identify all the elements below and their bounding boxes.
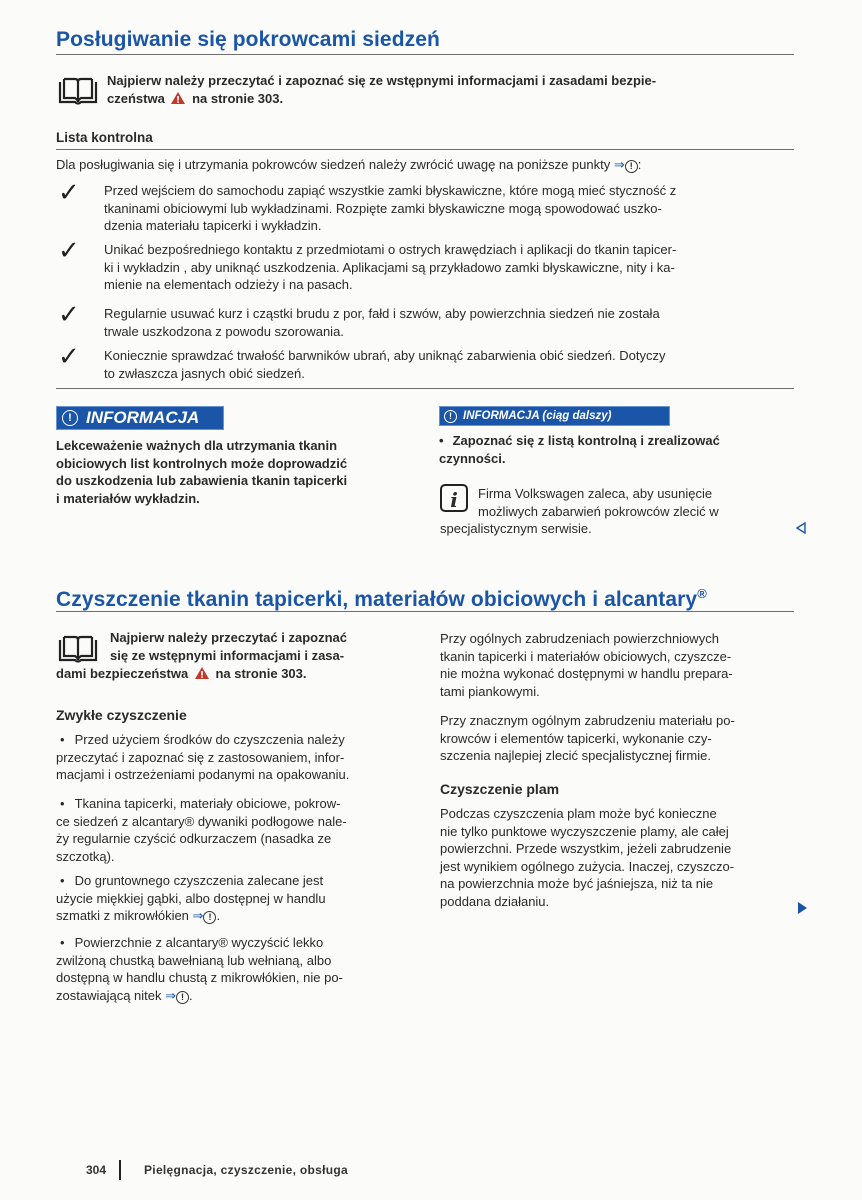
checklist-lead-text: Dla posługiwania się i utrzymania pokrowców siedzeń należy zwrócić uwagę na poniższe punkty [56, 157, 611, 172]
right-p3-line-1: Podczas czyszczenia plam może być konieczne [440, 806, 717, 821]
right-paragraph-2 [440, 712, 735, 765]
checklist-lead: Dla posługiwania się i utrzymania pokrowców siedzeń należy zwrócić uwagę na poniższe punkty ⇒ ! : [56, 157, 642, 172]
info-left-text [56, 437, 347, 507]
normal-cleaning-heading: Zwykłe czyszczenie [56, 707, 187, 723]
intro2-line-3 [56, 665, 307, 683]
checklist-item-1-line-1: Przed wejściem do samochodu zapiąć wszystkie zamki błyskawiczne, które mogą mieć styczność z [104, 183, 677, 198]
intro2-line-2: się ze wstępnymi informacjami i zasa- [110, 648, 345, 663]
cleaning-bullet-2-line-2: ce siedzeń z alcantary® dywaniki podłogowe nale- [56, 813, 347, 829]
checklist-item-3-line-2: trwale uszkodzona z powodu szorowania. [104, 323, 344, 339]
cleaning-bullet-3-line-1: Do gruntownego czyszczenia zalecane jest [74, 873, 324, 888]
checkmark-icon: ✓ [58, 236, 80, 266]
bullet-dot-icon: • [60, 796, 65, 811]
section-title-cleaning [56, 586, 707, 612]
caution-circle-icon: ! [176, 991, 189, 1004]
cleaning-bullet-4-line-2: zwilżoną chustką bawełnianą lub wełnianą, albo [56, 952, 332, 968]
info-left-line-2: obiciowych list kontrolnych może doprowadzić [56, 455, 348, 471]
section-title-cleaning-text: Czyszczenie tkanin tapicerki, materiałów obiciowych i alcantary [56, 588, 698, 611]
checkmark-icon: ✓ [58, 342, 80, 372]
cleaning-bullet-2-line-4: szczotką). [56, 848, 115, 864]
footer-chapter: Pielęgnacja, czyszczenie, obsługa [144, 1163, 348, 1177]
right-p2-line-3: szczenia najlepiej zlecić specjalistycznej firmie. [440, 748, 711, 763]
cleaning-bullet-4: • Powierzchnie z alcantary® wyczyścić lekko zwilżoną chustką bawełnianą lub wełnianą, albo dostępną w handlu chustą z mikrowłókien, nie po- zostawiającą nitek ⇒ ! . [56, 935, 343, 1003]
ref-arrow-icon: ⇒ [613, 157, 625, 172]
checkmark-icon: ✓ [58, 178, 80, 208]
info-left-line-3: do uszkodzenia lub zabawienia tkanin tapicerki [56, 473, 348, 488]
cleaning-bullet-2-line-3: ży regularnie czyścić odkurzaczem (nasadka ze [56, 831, 332, 846]
checklist-item-2-line-1: Unikać bezpośredniego kontaktu z przedmiotami o ostrych krawędziach i aplikacji do tkanin tapicer- [104, 242, 677, 257]
right-p3-line-4: jest wynikiem ogólnego zużycia. Inaczej, czyszczo- [440, 858, 735, 874]
cleaning-bullet-1-line-2: przeczytać i zapoznać się z zastosowaniem, infor- [56, 749, 345, 765]
checkmark-icon: ✓ [58, 300, 80, 330]
checklist-heading: Lista kontrolna [56, 130, 153, 145]
info-banner [56, 406, 224, 430]
book-icon [58, 634, 98, 664]
book-icon [58, 76, 98, 106]
checklist-item-1-line-3: dzenia materiału tapicerki i wykładzin. [104, 218, 322, 233]
cleaning-bullet-4-line-4: zostawiającą nitek [56, 987, 162, 1003]
checklist-item-1 [104, 182, 676, 235]
info-banner-label: INFORMACJA [86, 408, 200, 427]
ref-arrow-icon: ⇒ [165, 987, 177, 1003]
right-p1-line-2: tkanin tapicerki i materiałów obiciowych, czyszcze- [440, 648, 732, 664]
warning-triangle-icon [194, 666, 210, 680]
tip-line-3: specjalistycznym serwisie. [440, 521, 592, 536]
intro2-a [110, 629, 347, 665]
caution-circle-icon: ! [203, 911, 216, 924]
checklist-item-4 [104, 347, 665, 382]
intro2-line-3-a: dami bezpieczeństwa [56, 666, 189, 681]
intro-line-2-a: czeństwa [107, 91, 165, 106]
cleaning-bullet-2-line-1: Tkanina tapicerki, materiały obiciowe, pokrow- [74, 796, 341, 811]
info-circle-icon: ! [444, 410, 457, 423]
right-p2-line-2: krowców i elementów tapicerki, wykonanie czy- [440, 730, 712, 746]
info-continued-label: INFORMACJA (ciąg dalszy) [463, 410, 612, 422]
cleaning-bullet-1-line-3: macjami i ostrzeżeniami podanymi na opakowaniu. [56, 767, 350, 782]
warning-triangle-icon [170, 91, 186, 105]
checklist-item-2-line-3: mienie na elementach odzieży i na pasach. [104, 277, 353, 292]
cleaning-bullet-4-line-1: Powierzchnie z alcantary® wyczyścić lekko [74, 935, 324, 950]
checklist-item-2-line-2: ki i wykładzin , aby uniknąć uszkodzenia. Aplikacjami są przykładowo zamki błyskawiczne, nity i ka- [104, 259, 675, 275]
right-p2-line-1: Przy znacznym ogólnym zabrudzeniu materiału po- [440, 713, 735, 728]
info-right-bullet-line-1: Zapoznać się z listą kontrolną i zrealizować [452, 433, 720, 448]
cleaning-bullet-4-line-3: dostępną w handlu chustą z mikrowłókien, nie po- [56, 970, 343, 985]
bullet-dot-icon: • [60, 732, 65, 747]
tip-text-a [478, 485, 719, 520]
cleaning-bullet-1 [56, 731, 349, 784]
checklist-item-3-line-1: Regularnie usuwać kurz i cząstki brudu z por, fałd i szwów, aby powierzchnia siedzeń nie została [104, 306, 660, 321]
cleaning-bullet-1-line-1: Przed użyciem środków do czyszczenia należy [74, 732, 345, 747]
continue-arrow-icon[interactable] [798, 902, 807, 914]
tip-info-icon: i [440, 484, 468, 512]
cleaning-bullet-3-line-3: szmatki z mikrowłókien [56, 908, 189, 923]
cleaning-bullet-3-line-2: użycie miękkiej gąbki, albo dostępnej w handlu [56, 890, 326, 906]
info-right-bullet-line-2: czynności. [439, 450, 506, 466]
right-paragraph-3 [440, 805, 734, 910]
info-circle-icon: ! [62, 410, 78, 426]
right-p3-line-3: powierzchni. Przede wszystkim, jeżeli zabrudzenie [440, 841, 732, 856]
right-p1-line-3: nie można wykonać dostępnymi w handlu prepara- [440, 666, 733, 681]
right-p3-line-5: na powierzchnia może być jaśniejsza, niż ta nie [440, 876, 714, 891]
back-arrow-icon[interactable] [796, 522, 806, 534]
bullet-dot-icon: • [60, 935, 65, 950]
intro-line-1: Najpierw należy przeczytać i zapoznać się ze wstępnymi informacjami i zasadami bezpie- [107, 73, 657, 88]
checklist-item-4-line-1: Koniecznie sprawdzać trwałość barwników ubrań, aby uniknąć zabarwienia obić siedzeń. Dotyczy [104, 348, 666, 363]
checklist-item-2 [104, 241, 676, 294]
cleaning-bullet-3: • Do gruntownego czyszczenia zalecane jest użycie miękkiej gąbki, albo dostępnej w handlu szmatki z mikrowłókien ⇒ ! . [56, 873, 326, 923]
registered-mark: ® [697, 586, 707, 601]
cleaning-bullet-2 [56, 795, 347, 865]
title-divider [56, 611, 794, 612]
info-left-line-4: i materiałów wykładzin. [56, 490, 200, 506]
checklist-end-divider [56, 388, 794, 389]
checklist-item-3 [104, 305, 660, 340]
info-right-bullet [439, 432, 720, 467]
section-title-seat-covers: Posługiwanie się pokrowcami siedzeń [56, 28, 440, 51]
intro2-line-1: Najpierw należy przeczytać i zapoznać [110, 630, 347, 645]
checklist-item-4-line-2: to zwłaszcza jasnych obić siedzeń. [104, 365, 305, 381]
right-p3-line-6: poddana działaniu. [440, 893, 550, 909]
intro-line-2 [107, 90, 283, 108]
page-303-link[interactable]: na stronie 303. [215, 666, 307, 681]
stain-cleaning-heading: Czyszczenie plam [440, 781, 560, 797]
page-303-link[interactable]: na stronie 303. [192, 91, 284, 106]
footer-separator [119, 1160, 121, 1180]
tip-line-1: Firma Volkswagen zaleca, aby usunięcie [478, 486, 713, 501]
checklist-item-1-line-2: tkaninami obiciowymi lub wykładzinami. Rozpięte zamki błyskawiczne mogą spowodować uszko- [104, 200, 662, 216]
right-p3-line-2: nie tylko punktowe wyczyszczenie plamy, ale całej [440, 823, 729, 839]
checklist-divider [56, 149, 794, 150]
caution-circle-icon: ! [625, 160, 638, 173]
title-divider [56, 54, 794, 55]
bullet-dot-icon: • [439, 433, 444, 448]
ref-arrow-icon: ⇒ [192, 908, 204, 923]
right-p1-line-4: tami piankowymi. [440, 683, 540, 699]
info-left-line-1: Lekceważenie ważnych dla utrzymania tkanin [56, 438, 338, 453]
bullet-dot-icon: • [60, 873, 65, 888]
tip-line-2: możliwych zabarwień pokrowców zlecić w [478, 503, 719, 519]
right-paragraph-1 [440, 630, 733, 700]
info-continued-banner [439, 406, 670, 426]
page-number: 304 [86, 1163, 107, 1177]
right-p1-line-1: Przy ogólnych zabrudzeniach powierzchniowych [440, 631, 719, 646]
